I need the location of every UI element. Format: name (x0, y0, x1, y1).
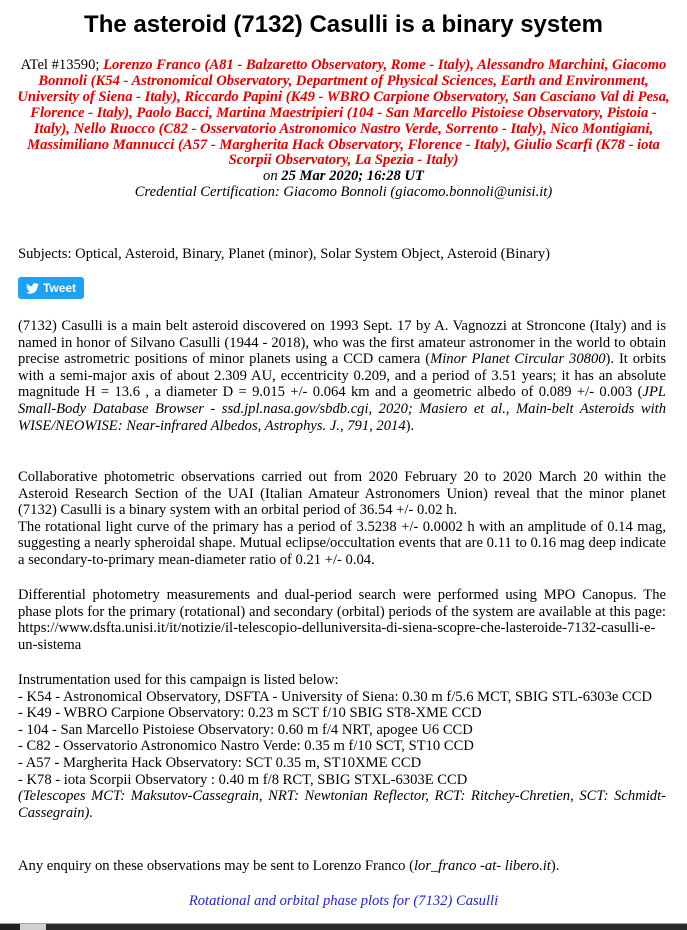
p1-citation-jpl: JPL Small-Body Database Browser - ssd.jpl.nasa.gov/sbdb.cgi, 2020; Masiero et al., Main-belt Asteroids with WISE/NEOWISE: Near-infrared Albedos, Astrophys. J., 791, 2014 (18, 384, 666, 434)
instrumentation-intro: Instrumentation used for this campaign is listed below: (18, 672, 339, 688)
scrollbar-thumb[interactable] (46, 924, 687, 930)
phase-plots-link[interactable]: Rotational and orbital phase plots for (7132) Casulli (188, 893, 499, 909)
instrument-item: - C82 - Osservatorio Astronomico Nastro Verde: 0.35 m f/10 SCT, ST10 CCD (18, 738, 474, 755)
instrumentation-section (18, 672, 666, 821)
instrument-item: - K78 - iota Scorpii Observatory : 0.40 m f/8 RCT, SBIG STXL-6303E CCD (18, 771, 468, 788)
enquiry-email: lor_franco -at- libero.it (413, 858, 551, 874)
p1-text-a: (7132) Casulli is a main belt asteroid discovered on 1993 Sept. 17 by A. Vagnozzi at Stroncone (Italy) and is named in honor of Silvano Casulli (1944 - 2018), who was the first amateur astronomer in the world to obtain precise astrometric positions of minor planets using a CCD camera ( (18, 318, 666, 368)
enquiry-text-b: ). (550, 858, 560, 874)
paragraph-photometry: Differential photometry measurements and dual-period search were performed using MPO Canopus. The phase plots for the primary (rotational) and secondary (orbital) periods of the system are available at this page: https://www.dsfta.unisi.it/it/notizie/il-telescopio-delluniversita-di-siena-scopre-che-lasteroide-7132-casulli-e-un-sistema (18, 587, 666, 653)
page-title: The asteroid (7132) Casulli is a binary system (84, 11, 603, 38)
enquiry-text-a: Any enquiry on these observations may be sent to Lorenzo Franco ( (18, 858, 414, 874)
twitter-bird-icon (26, 283, 39, 294)
atel-header (14, 58, 673, 201)
instrument-item: - A57 - Margherita Hack Observatory: SCT 0.35 m, ST10XME CCD (18, 754, 422, 771)
credential-certification: Credential Certification: Giacomo Bonnoli (giacomo.bonnoli@unisi.it) (134, 184, 553, 201)
instrument-item: - K49 - WBRO Carpione Observatory: 0.23 m SCT f/10 SBIG ST8-XME CCD (18, 705, 482, 722)
paragraph-asteroid-description (18, 318, 666, 434)
p1-citation-mpc: Minor Planet Circular 30800 (430, 351, 606, 368)
date-value: 25 Mar 2020; 16:28 UT (281, 168, 424, 185)
date-prefix: on (263, 168, 278, 185)
publication-date (263, 168, 424, 184)
tweet-label: Tweet (42, 281, 77, 295)
subjects-line: Subjects: Optical, Asteroid, Binary, Planet (minor), Solar System Object, Asteroid (Binary) (18, 246, 551, 262)
instrument-item: - K54 - Astronomical Observatory, DSFTA - University of Siena: 0.30 m f/5.6 MCT, SBIG STL-6303e CCD (18, 688, 653, 705)
p1-text-b: ). It orbits with a semi-major axis of about 2.309 AU, eccentricity 0.209, and a period of 3.51 years; it has an absolute magnitude H = 13.6 , a diameter D = 9.015 +/- 0.064 km and a geometric albedo of 0.089 +/- 0.003 ( (18, 351, 666, 401)
scrollbar-left-edge (0, 924, 20, 930)
tweet-button[interactable] (18, 277, 84, 299)
enquiry-paragraph (18, 858, 666, 875)
paragraph-observations (18, 469, 666, 569)
author-list: Lorenzo Franco (A81 - Balzaretto Observatory, Rome - Italy), Alessandro Marchini, Giacomo Bonnoli (K54 - Astronomical Observatory, Department of Physical Sciences, Earth and Environment, University of Siena - Italy), Riccardo Papini (K49 - WBRO Carpione Observatory, San Casciano Val di Pesa, Florence - Italy), Paolo Bacci, Martina Maestripieri (104 - San Marcello Pistoiese Observatory, Pistoia - Italy), Nello Ruocco (C82 - Osservatorio Astronomico Nastro Verde, Sorrento - Italy), Nico Montigiani, Massimiliano Mannucci (A57 - Margherita Hack Observatory, Florence - Italy), Giulio Scarfi (K78 - iota Scorpii Observatory, La Spezia - Italy) (17, 57, 670, 169)
instrument-item: - 104 - San Marcello Pistoiese Observatory: 0.60 m f/4 NRT, apogee U6 CCD (18, 721, 473, 738)
atel-number: ATel #13590; (20, 57, 100, 73)
p1-text-c: ). (405, 417, 415, 434)
p2-text-a: Collaborative photometric observations carried out from 2020 February 20 to 2020 March 20 within the Asteroid Research Section of the UAI (Italian Amateur Astronomers Union) reveal that the minor planet (7132) Casulli is a binary system with an orbital period of 36.54 +/- 0.02 h. (18, 469, 666, 519)
telescope-abbreviations: (Telescopes MCT: Maksutov-Cassegrain, NRT: Newtonian Reflector, RCT: Ritchey-Chretien, SCT: Schmidt-Cassegrain). (18, 788, 666, 821)
horizontal-scrollbar[interactable] (0, 923, 687, 930)
p2-text-b: The rotational light curve of the primary has a period of 3.5238 +/- 0.0002 h with an amplitude of 0.14 mag, suggesting a nearly spheroidal shape. Mutual eclipse/occultation events that are 0.11 to 0.16 mag deep indicate a secondary-to-primary mean-diameter ratio of 0.21 +/- 0.04. (18, 518, 666, 568)
